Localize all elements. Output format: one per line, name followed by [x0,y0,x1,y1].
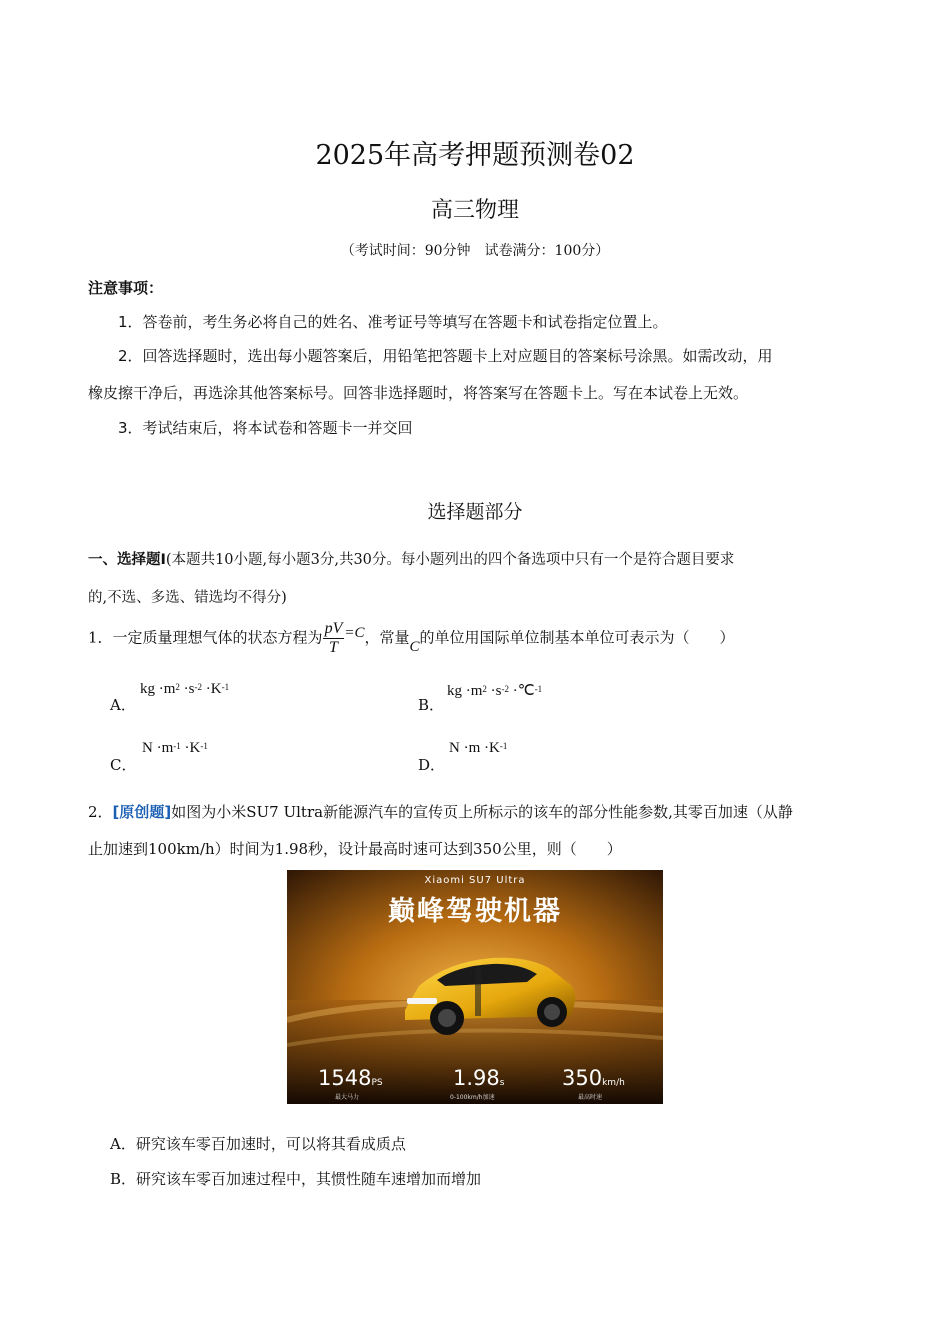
group-label: 一、选择题Ⅰ [88,552,166,568]
question-2-line-1 [88,801,793,822]
unit-exponent: -1 [221,682,230,692]
q2-option-b: B．研究该车零百加速过程中，其惯性随车速增加而增加 [110,1170,482,1188]
notice-heading: 注意事项： [88,279,164,297]
group-desc-line-2: 的,不选、多选、错选均不得分) [88,590,287,606]
unit-part: kg ·m [447,683,483,699]
unit-part: N ·m [142,740,174,756]
unit-part: ·℃ [509,683,535,699]
section-title: 选择题部分 [427,501,523,523]
unit-part: ·s [486,683,502,699]
unit-part: ·s [179,681,195,697]
group-heading [88,548,734,569]
q1-option-d-label: D． [418,756,446,774]
stat-value: 1548 [318,1066,372,1090]
stat-value: 350 [562,1066,603,1090]
unit-part: ·K [202,681,222,697]
subject-title: 高三物理 [430,198,519,223]
q1-fraction-denominator: T [329,639,338,656]
promo-stat-acceleration [453,1066,504,1090]
q1-text-after: 的单位用国际单位制基本单位可表示为（ ） [419,628,735,647]
unit-exponent: -1 [534,684,543,694]
q1-constant: C [409,638,420,655]
unit-exponent: -1 [173,741,181,751]
q1-option-a-unit [140,681,229,698]
q2-text-line-2: 止加速到100km/h）时间为1.98秒，设计最高时速可达到350公里，则（ ） [88,840,622,858]
q1-equation-rhs: =C [344,624,365,641]
page-title: 2025年高考押题预测卷02 [315,140,635,171]
q1-fraction-numerator: pV [324,620,343,637]
q2-original-tag: [原创题] [112,803,172,821]
car-promo-image [287,870,663,1104]
q2-option-a: A．研究该车零百加速时，可以将其看成质点 [110,1135,406,1153]
stat-unit: PS [371,1078,383,1088]
q1-option-b-unit [447,681,542,700]
promo-brand: Xiaomi SU7 Ultra [424,875,526,886]
notice-item-2-line-2: 橡皮擦干净后，再选涂其他答案标号。回答非选择题时，将答案写在答题卡上。写在本试卷上无效。 [88,384,749,402]
unit-part: ·K [180,740,201,756]
q1-option-c-unit [142,740,208,757]
stat-value: 1.98 [453,1066,500,1090]
q1-fraction [323,620,345,657]
unit-exponent: -1 [499,741,508,751]
q2-number: 2． [88,803,113,821]
stat-label: 最大马力 [335,1094,360,1101]
question-1 [88,620,735,657]
unit-exponent: 2 [175,682,180,692]
promo-headline: 巅峰驾驶机器 [388,896,562,927]
q1-number: 1． [88,628,113,647]
unit-part: N ·m ·K [449,740,500,756]
q1-option-d-unit [449,740,507,757]
q1-option-a-label: A． [110,696,136,714]
q2-text-line-1: 如图为小米SU7 Ultra新能源汽车的宣传页上所标示的该车的部分性能参数,其零百加速（从静 [171,803,793,821]
q1-text-before: 一定质量理想气体的状态方程为 [112,628,323,647]
stat-unit: s [499,1078,505,1088]
unit-exponent: 2 [482,684,487,694]
group-desc-line-1: (本题共10小题,每小题3分,共30分。每小题列出的四个备选项中只有一个是符合题目要求 [165,552,735,568]
stat-label: 0-100km/h加速 [450,1094,495,1101]
q1-text-mid: ，常量 [364,628,410,647]
notice-item-2-line-1: 2．回答选择题时，选出每小题答案后，用铅笔把答题卡上对应题目的答案标号涂黑。如需改动，用 [118,347,773,365]
unit-exponent: -2 [194,682,203,692]
q1-option-c-label: C． [110,756,137,774]
unit-part: kg ·m [140,681,176,697]
q1-option-b-label: B． [418,696,445,714]
stat-label: 最高时速 [578,1094,603,1101]
unit-exponent: -2 [501,684,510,694]
exam-info: （考试时间：90分钟 试卷满分：100分） [340,243,610,259]
stat-unit: km/h [602,1078,625,1088]
promo-stat-top-speed [562,1066,625,1090]
promo-stat-power [318,1066,383,1090]
notice-item-1: 1．答卷前，考生务必将自己的姓名、准考证号等填写在答题卡和试卷指定位置上。 [118,313,668,331]
unit-exponent: -1 [200,741,208,751]
notice-item-3: 3．考试结束后，将本试卷和答题卡一并交回 [118,419,413,437]
